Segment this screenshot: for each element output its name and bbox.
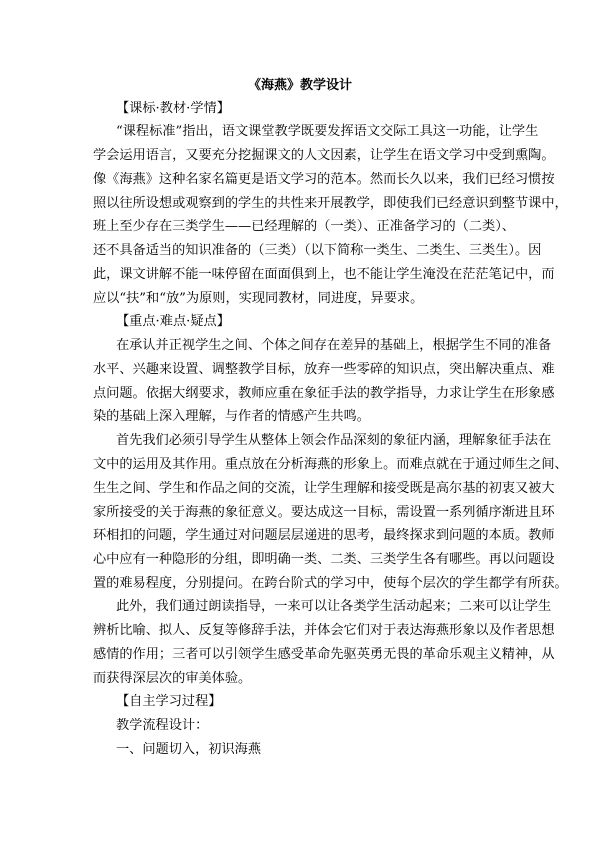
- paragraph-line: 应以“扶”和“放”为原则，实现同教材，同进度，异要求。: [93, 291, 424, 306]
- paragraph-line: 而获得深层次的审美体验。: [93, 671, 252, 686]
- paragraph-line: 染的基础上深入理解，与作者的情感产生共鸣。: [93, 409, 370, 424]
- paragraph-line: 照以往所设想或观察到的学生的共性来开展教学，即使我们已经意识到整节课中，: [93, 196, 568, 211]
- paragraph-line: 首先我们必须引导学生从整体上领会作品深刻的象征内涵，理解象征手法在: [116, 433, 552, 448]
- paragraph-line: 此，课文讲解不能一味停留在面面俱到上，也不能让学生淹没在茫茫笔记中，而: [93, 267, 555, 282]
- paragraph-line: 生生之间、学生和作品之间的交流，让学生理解和接受既是高尔基的初衷又被大: [93, 481, 555, 496]
- paragraph-line: 水平、兴趣来设置、调整教学目标，放弃一些零碎的知识点，突出解决重点、难: [93, 362, 555, 377]
- paragraph-line: 文中的运用及其作用。重点放在分析海燕的形象上。而难点就在于通过师生之间、: [93, 457, 568, 472]
- paragraph-line: 教学流程设计：: [116, 718, 209, 733]
- paragraph-line: 辨析比喻、拟人、反复等修辞手法，并体会它们对于表达海燕形象以及作者思想: [93, 623, 555, 638]
- paragraph-line: 置的难易程度，分别提问。在跨台阶式的学习中，使每个层次的学生都学有所获。: [93, 576, 568, 591]
- section-heading: 【课标·教材·学情】: [116, 101, 230, 116]
- paragraph-line: 家所接受的关于海燕的象征意义。要达成这一目标，需设置一系列循序渐进且环: [93, 505, 555, 520]
- paragraph-line: 一、问题切入，初识海燕: [116, 742, 262, 757]
- paragraph-line: 在承认并正视学生之间、个体之间存在差异的基础上，根据学生不同的准备: [116, 338, 552, 353]
- paragraph-line: “课程标准”指出，语文课堂教学既要发挥语文交际工具这一功能，让学生: [116, 124, 539, 139]
- paragraph-line: 点问题。依据大纲要求，教师应重在象征手法的教学指导，力求让学生在形象感: [93, 386, 555, 401]
- section-heading: 【重点·难点·疑点】: [116, 314, 230, 329]
- paragraph-line: 学会运用语言，又要充分挖掘课文的人文因素，让学生在语文学习中受到熏陶。: [93, 148, 555, 163]
- paragraph-line: 此外，我们通过朗读指导，一来可以让各类学生活动起来；二来可以让学生: [116, 599, 552, 614]
- paragraph-line: 感情的作用；三者可以引领学生感受革命先驱英勇无畏的革命乐观主义精神，从: [93, 647, 555, 662]
- paragraph-line: 环相扣的问题，学生通过对问题层层递进的思考，最终探求到问题的本质。教师: [93, 528, 555, 543]
- section-heading: 【自主学习过程】: [116, 694, 222, 709]
- paragraph-line: 像《海燕》这种名家名篇更是语文学习的范本。然而长久以来，我们已经习惯按: [93, 172, 555, 187]
- paragraph-line: 心中应有一种隐形的分组，即明确一类、二类、三类学生各有哪些。再以问题设: [93, 552, 555, 567]
- paragraph-line: 还不具备适当的知识准备的（三类）（以下简称一类生、二类生、三类生）。因: [93, 243, 542, 258]
- paragraph-line: 班上至少存在三类学生——已经理解的（一类）、正准备学习的（二类）、: [93, 219, 515, 234]
- document-title: 《海燕》教学设计: [247, 78, 352, 93]
